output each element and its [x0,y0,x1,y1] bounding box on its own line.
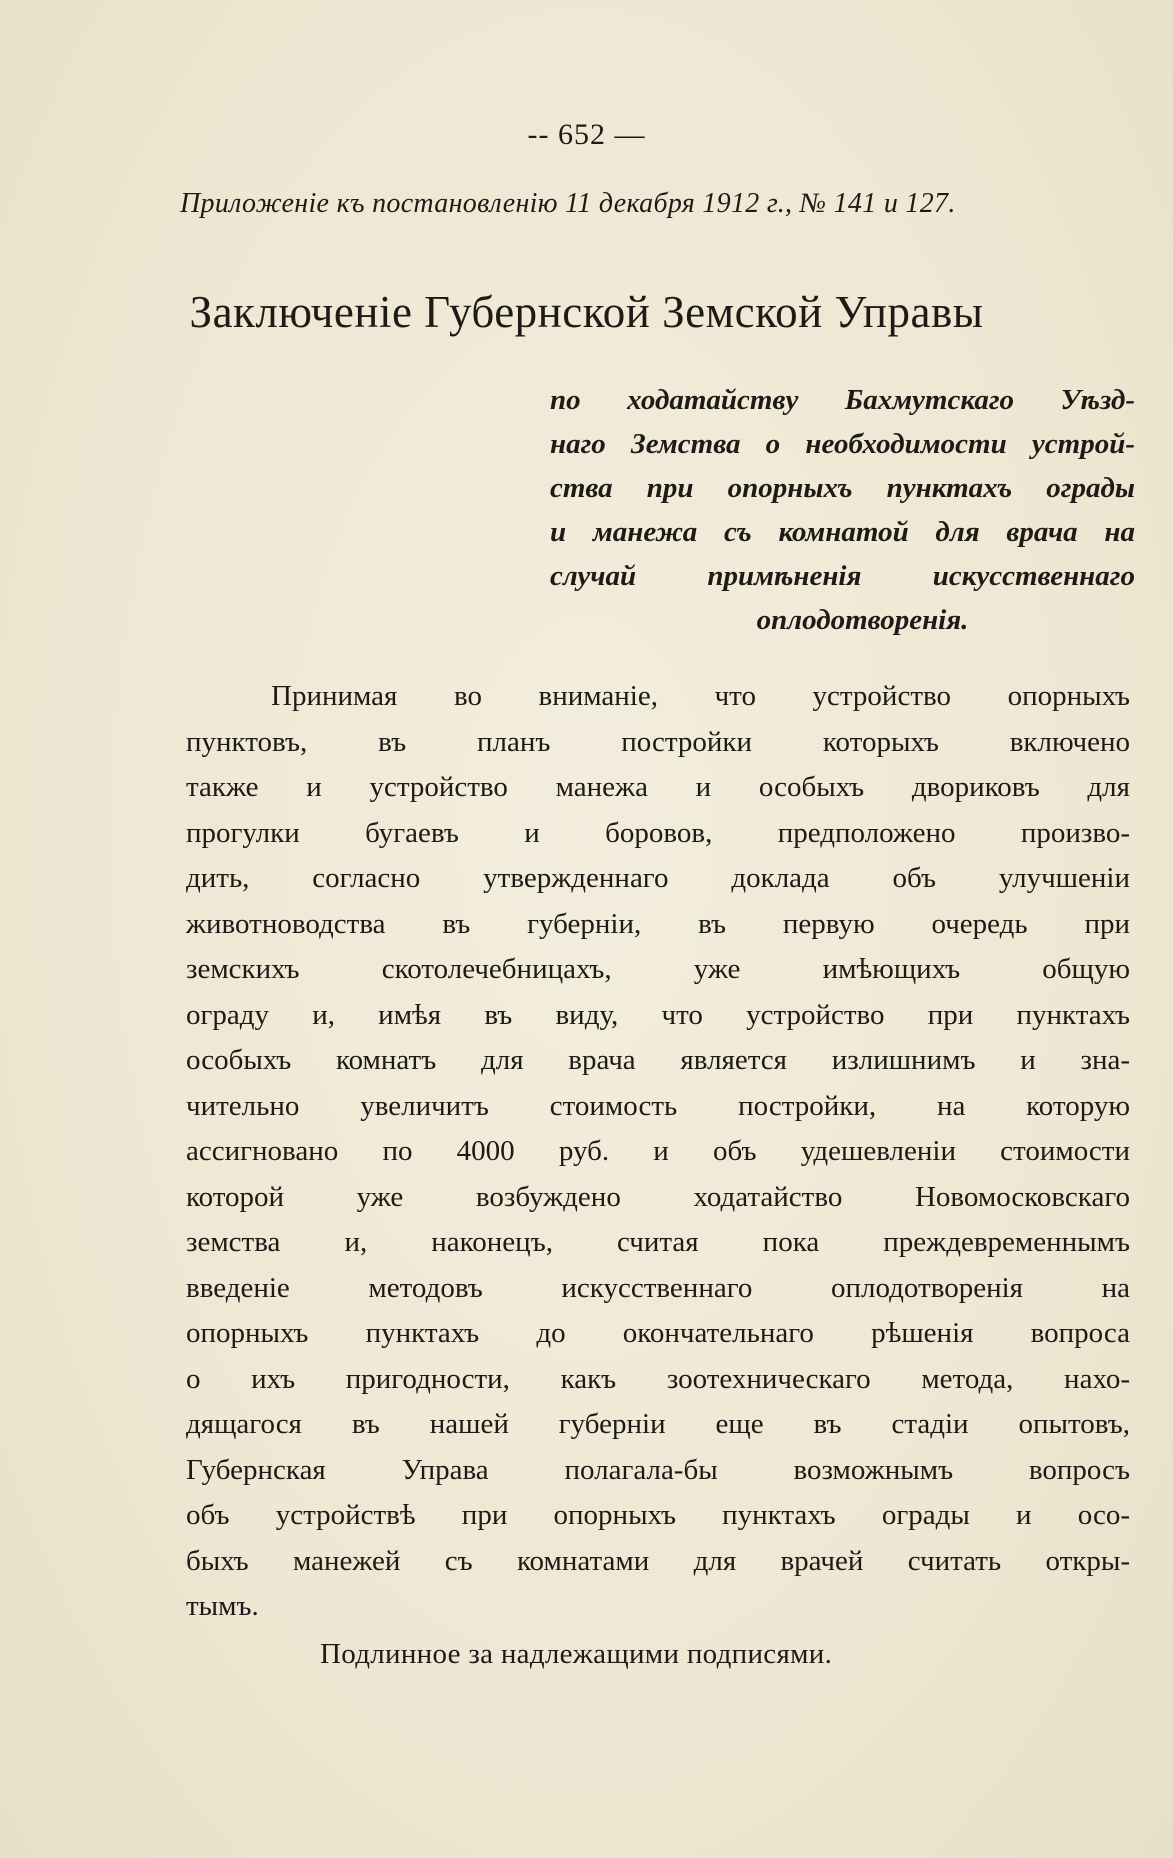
body-line: тымъ. [186,1590,259,1622]
document-subtitle [550,378,1135,642]
body-line: ассигновано по 4000 руб. и объ удешевленіи стоимости [186,1135,1130,1167]
body-line: введеніе методовъ искусственнаго оплодотворенія на [186,1271,1130,1304]
body-line: дить, согласно утвержденнаго доклада объ улучшеніи [186,862,1130,894]
body-line: Губернская Управа полагала-бы возможнымъ вопросъ [186,1453,1130,1486]
body-line: ограду и, имѣя въ виду, что устройство при пунктахъ [186,998,1130,1031]
body-line: прогулки бугаевъ и боровов, предположено произво- [186,816,1130,849]
body-line: животноводства въ губерніи, въ первую очередь при [186,907,1130,940]
page-number: -- 652 — [527,118,646,151]
subtitle-line: случай примѣненія искусственнаго [550,560,1135,592]
subtitle-line: ства при опорныхъ пунктахъ ограды [550,472,1135,504]
body-line: опорныхъ пунктахъ до окончательнаго рѣшенія вопроса [186,1317,1130,1349]
body-line: пунктовъ, въ планъ постройки которыхъ включено [186,725,1130,758]
closing-note: Подлинное за надлежащими подписями. [320,1638,833,1670]
appendix-note: Приложеніе къ постановленію 11 декабря 1912 г., № 141 и 127. [180,188,956,219]
subtitle-line: по ходатайству Бахмутскаго Уѣзд- [550,384,1135,416]
body-line: о ихъ пригодности, какъ зоотехническаго метода, нахо- [186,1362,1130,1395]
body-line: особыхъ комнатъ для врача является излишнимъ и зна- [186,1044,1130,1076]
body-line: дящагося въ нашей губерніи еще въ стадіи опытовъ, [186,1408,1130,1440]
body-line: которой уже возбуждено ходатайство Новомосковскаго [186,1180,1130,1213]
subtitle-line: наго Земства о необходимости устрой- [550,428,1135,460]
body-line: Принимая во вниманіе, что устройство опорныхъ [271,680,1130,712]
subtitle-line: оплодотворенія. [756,604,969,636]
body-line: быхъ манежей съ комнатами для врачей считать откры- [186,1544,1130,1577]
body-paragraph [186,674,1130,1630]
document-title: Заключеніе Губернской Земской Управы [189,287,984,337]
body-line: объ устройствѣ при опорныхъ пунктахъ ограды и осо- [186,1499,1130,1531]
subtitle-line: и манежа съ комнатой для врача на [550,516,1135,548]
body-line: чительно увеличитъ стоимость постройки, на которую [186,1089,1130,1122]
body-line: земскихъ скотолечебницахъ, уже имѣющихъ общую [186,953,1130,985]
body-line: также и устройство манежа и особыхъ двориковъ для [186,771,1130,803]
body-line: земства и, наконецъ, считая пока преждевременнымъ [186,1226,1130,1258]
